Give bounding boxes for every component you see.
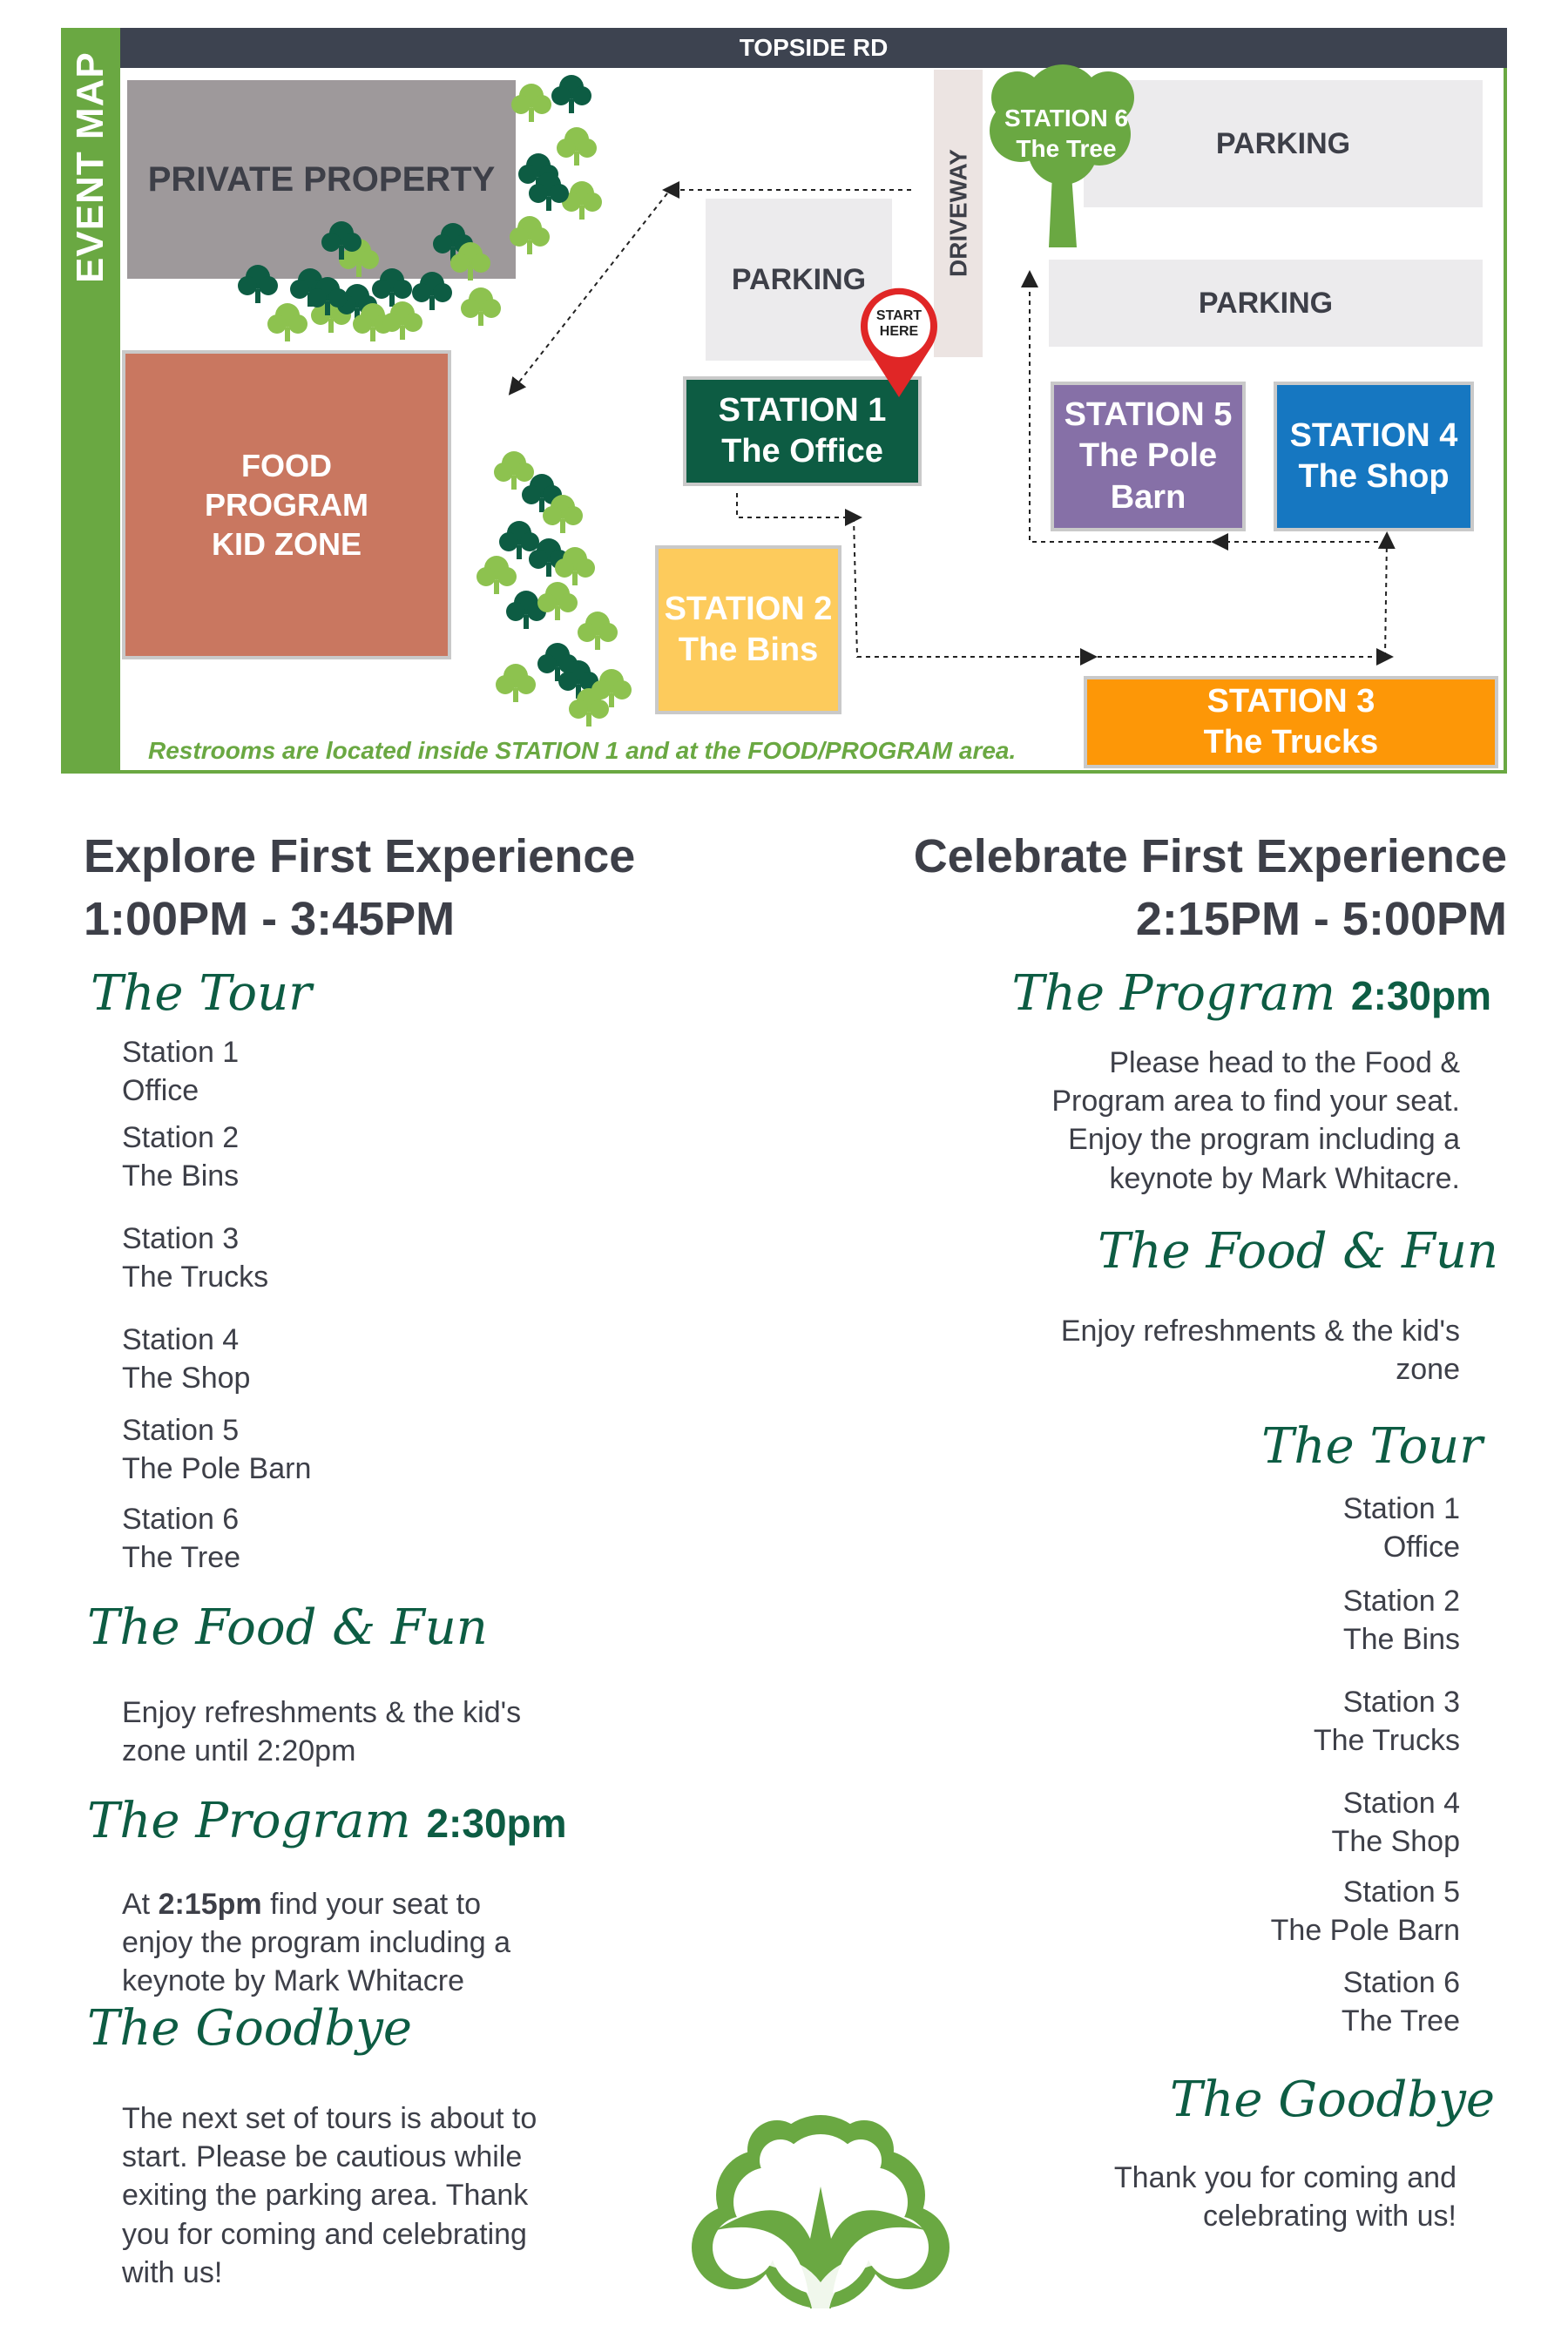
explore-station-4 [122, 1321, 250, 1397]
station-5-name: The Pole [1078, 437, 1218, 475]
restrooms-note: Restrooms are located inside STATION 1 and at the FOOD/PROGRAM area. [148, 737, 1017, 764]
station-2-title: STATION 2 [664, 590, 833, 627]
explore-station-3-name: The Trucks [122, 1260, 269, 1294]
explore-goodbye-line-4: you for coming and celebrating [122, 2217, 527, 2251]
explore-program-time: 2:30pm [426, 1801, 567, 1846]
explore-station-6 [122, 1500, 240, 1577]
parking-lot-center: PARKING [706, 199, 892, 361]
celebrate-food-line-1: Enjoy refreshments & the kid's [1060, 1315, 1460, 1348]
celebrate-program-line-3: Enjoy the program including a [1068, 1123, 1460, 1157]
parking-lot-top-right: PARKING [1084, 80, 1483, 207]
station-1-name: The Office [721, 433, 883, 470]
food-zone-line-1: FOOD [241, 448, 332, 483]
celebrate-station-2 [1343, 1582, 1460, 1659]
celebrate-food-title: The Food & Fun [1098, 1223, 1498, 1280]
food-zone-line-3: KID ZONE [211, 526, 362, 562]
explore-station-6-name: The Tree [122, 1541, 241, 1575]
celebrate-program-line-4: keynote by Mark Whitacre. [1109, 1161, 1460, 1195]
tour-path [514, 190, 1387, 657]
explore-food-line-2: zone until 2:20pm [122, 1734, 356, 1768]
explore-station-5-title: Station 5 [122, 1414, 240, 1447]
explore-goodbye-line-5: with us! [122, 2255, 223, 2289]
explore-station-2-name: The Bins [122, 1159, 240, 1193]
explore-time: 1:00PM - 3:45PM [84, 893, 456, 945]
explore-program-pre: At [122, 1888, 159, 1921]
tree-cluster-top [238, 75, 602, 341]
parking-lot-right: PARKING [1049, 260, 1483, 347]
explore-food-line-1: Enjoy refreshments & the kid's [122, 1696, 522, 1729]
celebrate-station-6 [1342, 1963, 1460, 2040]
explore-goodbye-title: The Goodbye [87, 2000, 412, 2057]
start-label-line-2: HERE [879, 323, 919, 339]
food-zone-line-2: PROGRAM [205, 487, 368, 523]
tree-cluster-left [476, 451, 632, 727]
explore-food-text [122, 1693, 521, 1770]
celebrate-station-4-name: The Shop [1331, 1825, 1460, 1859]
station-4-name: The Shop [1298, 458, 1450, 495]
celebrate-station-3 [1314, 1683, 1460, 1760]
explore-program-post: find your seat to [261, 1888, 482, 1921]
celebrate-station-3-title: Station 3 [1342, 1686, 1460, 1719]
explore-program-text [122, 1885, 510, 2001]
explore-station-5-name: The Pole Barn [122, 1452, 312, 1486]
explore-goodbye-text [122, 2099, 537, 2292]
station-3-title: STATION 3 [1206, 682, 1375, 720]
road-label: TOPSIDE RD [120, 28, 1507, 68]
celebrate-heading: Celebrate First Experience [913, 830, 1507, 882]
celebrate-program-line-1: Please head to the Food & [1109, 1046, 1460, 1079]
celebrate-goodbye-line-1: Thank you for coming and [1113, 2161, 1456, 2194]
celebrate-station-5 [1271, 1873, 1460, 1950]
celebrate-program-time: 2:30pm [1350, 973, 1491, 1018]
celebrate-station-4 [1332, 1784, 1460, 1861]
explore-program-line-3: keynote by Mark Whitacre [122, 1964, 465, 1998]
celebrate-goodbye-line-2: celebrating with us! [1202, 2200, 1456, 2234]
explore-goodbye-line-1: The next set of tours is about to [122, 2102, 537, 2135]
private-property-zone: PRIVATE PROPERTY [127, 80, 516, 279]
explore-tour-title: The Tour [91, 965, 312, 1022]
station-5-title: STATION 5 [1064, 395, 1233, 433]
explore-station-6-title: Station 6 [122, 1503, 240, 1536]
explore-program-seat-time: 2:15pm [158, 1888, 262, 1921]
station-4-title: STATION 4 [1289, 416, 1458, 454]
celebrate-station-2-title: Station 2 [1342, 1585, 1460, 1618]
map-graphics [0, 0, 1568, 784]
station-6-name: The Tree [1016, 135, 1117, 162]
explore-goodbye-line-2: start. Please be cautious while [122, 2140, 523, 2174]
celebrate-program-line-2: Program area to find your seat. [1051, 1085, 1460, 1119]
station-6-title: STATION 6 [1004, 105, 1129, 132]
explore-station-3 [122, 1220, 268, 1296]
explore-station-4-name: The Shop [122, 1362, 251, 1396]
explore-heading: Explore First Experience [84, 830, 636, 882]
celebrate-station-3-name: The Trucks [1313, 1724, 1460, 1758]
explore-station-4-title: Station 4 [122, 1323, 240, 1356]
station-2-name: The Bins [678, 632, 819, 668]
explore-station-2 [122, 1119, 239, 1195]
celebrate-station-6-name: The Tree [1341, 2004, 1460, 2038]
explore-station-1 [122, 1033, 239, 1110]
station-5-name-2: Barn [1110, 478, 1186, 516]
explore-program-title [87, 1793, 567, 1849]
celebrate-goodbye-text [1114, 2159, 1456, 2235]
celebrate-program-title [1011, 965, 1491, 1022]
driveway: DRIVEWAY [934, 70, 983, 357]
explore-goodbye-line-3: exiting the parking area. Thank [122, 2179, 529, 2213]
celebrate-station-5-title: Station 5 [1342, 1876, 1460, 1909]
celebrate-program-text [1051, 1044, 1460, 1198]
explore-program-title-text: The Program [87, 1793, 411, 1849]
celebrate-station-2-name: The Bins [1342, 1623, 1460, 1657]
station-3-name: The Trucks [1203, 724, 1379, 760]
start-label-line-1: START [875, 308, 923, 323]
celebrate-food-text [1061, 1312, 1460, 1389]
explore-station-1-name: Office [122, 1074, 199, 1108]
celebrate-station-6-title: Station 6 [1342, 1966, 1460, 1999]
start-here-pin-icon [861, 288, 937, 397]
station-1-title: STATION 1 [718, 391, 887, 429]
explore-station-2-title: Station 2 [122, 1121, 240, 1154]
explore-station-3-title: Station 3 [122, 1222, 240, 1255]
celebrate-goodbye-title: The Goodbye [1170, 2072, 1495, 2128]
celebrate-station-1-title: Station 1 [1342, 1492, 1460, 1525]
explore-station-5 [122, 1411, 311, 1488]
tree-logo-icon [681, 2108, 960, 2317]
celebrate-tour-title: The Tour [1261, 1418, 1483, 1475]
explore-program-line-2: enjoy the program including a [122, 1926, 511, 1960]
explore-food-title: The Food & Fun [87, 1599, 488, 1656]
celebrate-station-4-title: Station 4 [1342, 1787, 1460, 1820]
celebrate-station-5-name: The Pole Barn [1270, 1914, 1460, 1948]
celebrate-time: 2:15PM - 5:00PM [1135, 893, 1507, 945]
celebrate-station-1 [1343, 1490, 1460, 1566]
map-title: EVENT MAP [69, 51, 112, 283]
explore-station-1-title: Station 1 [122, 1036, 240, 1069]
celebrate-food-line-2: zone [1396, 1353, 1460, 1387]
station-6-the-tree [997, 103, 1136, 164]
celebrate-station-1-name: Office [1382, 1531, 1460, 1565]
celebrate-program-title-text: The Program [1011, 965, 1336, 1022]
start-here-label [862, 308, 936, 339]
